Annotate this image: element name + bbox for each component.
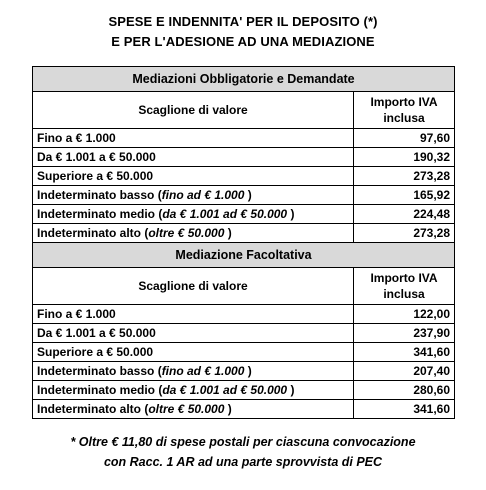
table-row [33, 148, 455, 167]
row-label-suffix: ) [287, 382, 295, 397]
row-amount: 341,60 [354, 400, 455, 419]
column-header-amount-line-1: Importo IVA [370, 271, 438, 285]
column-header-value: Scaglione di valore [33, 268, 354, 305]
row-label-suffix: ) [224, 401, 232, 416]
table-row [33, 167, 455, 186]
row-label [33, 167, 354, 186]
row-label-note: da € 1.001 ad € 50.000 [162, 382, 288, 397]
title-line-2: E PER L'ADESIONE AD UNA MEDIAZIONE [111, 34, 375, 49]
row-label-main: Da € 1.001 a € 50.000 [37, 325, 156, 340]
row-amount: 273,28 [354, 224, 455, 243]
row-label-main: Indeterminato medio ( [37, 382, 163, 397]
row-label [33, 362, 354, 381]
row-label [33, 148, 354, 167]
row-label-main: Indeterminato alto ( [37, 225, 149, 240]
row-label-main: Indeterminato medio ( [37, 206, 163, 221]
section-heading-obbligatorie: Mediazioni Obbligatorie e Demandate [33, 67, 455, 92]
row-amount: 237,90 [354, 324, 455, 343]
row-label-suffix: ) [287, 206, 295, 221]
row-label [33, 186, 354, 205]
section-heading-row [33, 67, 455, 92]
row-amount: 207,40 [354, 362, 455, 381]
row-label-note: fino ad € 1.000 [161, 187, 245, 202]
table-row [33, 400, 455, 419]
section-heading-row [33, 243, 455, 268]
row-amount: 224,48 [354, 205, 455, 224]
title-line-1: SPESE E INDENNITA' PER IL DEPOSITO (*) [108, 14, 378, 29]
row-label-note: da € 1.001 ad € 50.000 [162, 206, 288, 221]
table-row [33, 362, 455, 381]
fees-table [32, 66, 455, 419]
row-label-suffix: ) [244, 363, 252, 378]
row-amount: 165,92 [354, 186, 455, 205]
column-header-amount-line-2: inclusa [383, 111, 425, 125]
row-label-note: oltre € 50.000 [148, 401, 225, 416]
table-row [33, 205, 455, 224]
row-label-main: Da € 1.001 a € 50.000 [37, 149, 156, 164]
row-label-main: Indeterminato basso ( [37, 363, 162, 378]
table-row [33, 324, 455, 343]
footnote-line-1: * Oltre € 11,80 di spese postali per ciascuna convocazione [70, 435, 416, 449]
row-label [33, 324, 354, 343]
row-amount: 280,60 [354, 381, 455, 400]
table-row [33, 224, 455, 243]
row-amount: 122,00 [354, 305, 455, 324]
row-label [33, 129, 354, 148]
table-row [33, 381, 455, 400]
row-label-note: fino ad € 1.000 [161, 363, 245, 378]
column-header-amount-line-1: Importo IVA [370, 95, 438, 109]
row-label-suffix: ) [244, 187, 252, 202]
row-amount: 190,32 [354, 148, 455, 167]
column-header-amount-line-2: inclusa [383, 287, 425, 301]
table-row [33, 305, 455, 324]
row-label-main: Indeterminato basso ( [37, 187, 162, 202]
footnote [0, 432, 486, 472]
column-header-amount [354, 268, 455, 305]
row-label [33, 305, 354, 324]
footnote-line-2: con Racc. 1 AR ad una parte sprovvista di PEC [103, 455, 383, 469]
row-amount: 273,28 [354, 167, 455, 186]
column-header-row [33, 92, 455, 129]
row-label [33, 205, 354, 224]
column-header-amount [354, 92, 455, 129]
row-label [33, 381, 354, 400]
table-row [33, 186, 455, 205]
row-label-main: Indeterminato alto ( [37, 401, 149, 416]
column-header-value: Scaglione di valore [33, 92, 354, 129]
table-row [33, 129, 455, 148]
row-label-note: oltre € 50.000 [148, 225, 225, 240]
column-header-row [33, 268, 455, 305]
row-label-suffix: ) [224, 225, 232, 240]
row-amount: 97,60 [354, 129, 455, 148]
document-title [0, 12, 486, 52]
table-row [33, 343, 455, 362]
row-amount: 341,60 [354, 343, 455, 362]
row-label [33, 400, 354, 419]
section-heading-facoltativa: Mediazione Facoltativa [33, 243, 455, 268]
row-label-main: Superiore a € 50.000 [37, 344, 154, 359]
row-label-main: Fino a € 1.000 [37, 130, 116, 145]
row-label [33, 224, 354, 243]
row-label-main: Fino a € 1.000 [37, 306, 116, 321]
row-label-main: Superiore a € 50.000 [37, 168, 154, 183]
row-label [33, 343, 354, 362]
